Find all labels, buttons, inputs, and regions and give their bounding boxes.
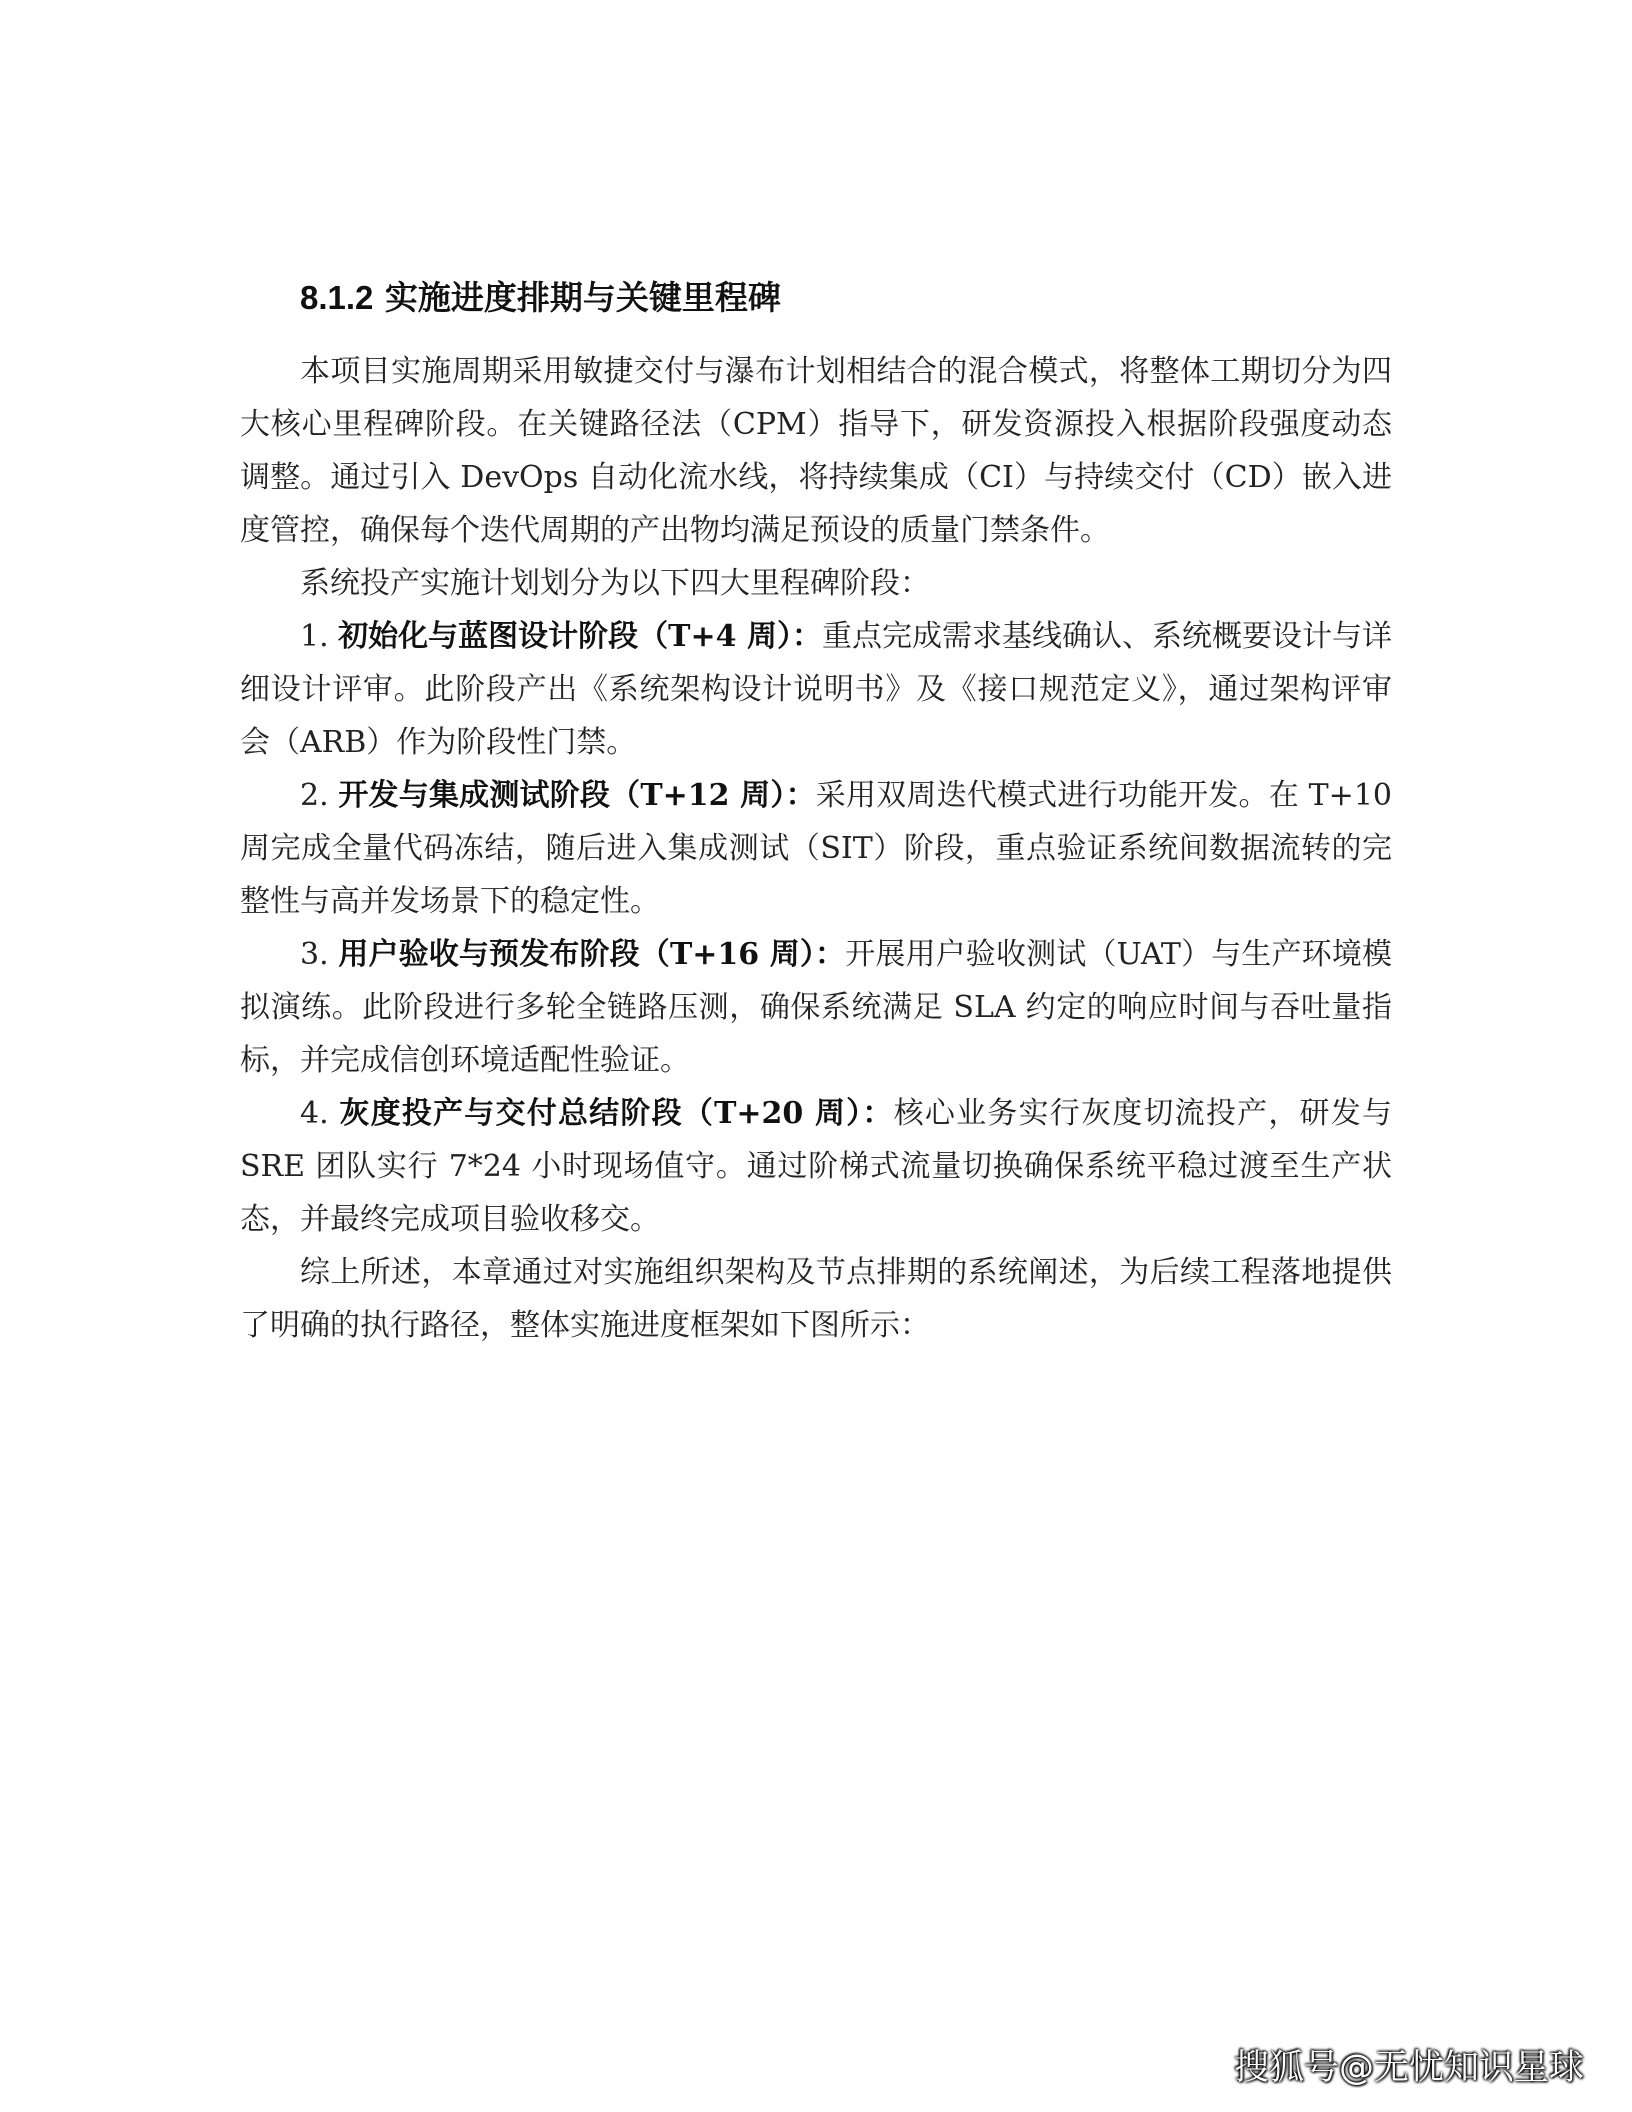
phase-item bbox=[240, 1087, 1392, 1246]
intro-paragraph: 本项目实施周期采用敏捷交付与瀑布计划相结合的混合模式，将整体工期切分为四大核心里程碑阶段。在关键路径法（CPM）指导下，研发资源投入根据阶段强度动态调整。通过引入 DevOps 自动化流水线，将持续集成（CI）与持续交付（CD）嵌入进度管控，确保每个迭代周期的产出物均满足预设的质量门禁条件。 bbox=[240, 354, 1392, 548]
phase-text: 开展用户验收测试（UAT）与生产环境模拟演练。此阶段进行多轮全链路压测，确保系统满足 SLA 约定的响应时间与吞吐量指标，并完成信创环境适配性验证。 bbox=[240, 937, 1392, 1078]
phase-item bbox=[240, 610, 1392, 769]
phase-index: 2. bbox=[300, 778, 329, 813]
phase-title: 灰度投产与交付总结阶段（T+20 周）： bbox=[339, 1096, 894, 1131]
phase-item bbox=[240, 928, 1392, 1087]
section-number: 8.1.2 bbox=[300, 279, 374, 316]
phase-title: 开发与集成测试阶段（T+12 周）： bbox=[338, 778, 816, 813]
phase-item bbox=[240, 769, 1392, 928]
lead-paragraph: 系统投产实施计划划分为以下四大里程碑阶段： bbox=[300, 566, 930, 601]
document-body bbox=[240, 345, 1392, 1352]
phase-text: 采用双周迭代模式进行功能开发。在 T+10 周完成全量代码冻结，随后进入集成测试（SIT）阶段，重点验证系统间数据流转的完整性与高并发场景下的稳定性。 bbox=[240, 778, 1392, 919]
source-watermark: 搜狐号@无忧知识星球 bbox=[1233, 2048, 1584, 2088]
phase-text: 核心业务实行灰度切流投产，研发与 SRE 团队实行 7*24 小时现场值守。通过阶梯式流量切换确保系统平稳过渡至生产状态，并最终完成项目验收移交。 bbox=[240, 1096, 1393, 1237]
phase-index: 4. bbox=[300, 1096, 329, 1131]
phase-text: 重点完成需求基线确认、系统概要设计与详细设计评审。此阶段产出《系统架构设计说明书》及《接口规范定义》，通过架构评审会（ARB）作为阶段性门禁。 bbox=[240, 619, 1393, 760]
section-heading bbox=[300, 272, 781, 319]
phase-index: 3. bbox=[300, 937, 329, 972]
section-title: 实施进度排期与关键里程碑 bbox=[384, 278, 781, 317]
phase-title: 初始化与蓝图设计阶段（T+4 周）： bbox=[338, 619, 822, 654]
phase-index: 1. bbox=[300, 619, 329, 654]
phase-title: 用户验收与预发布阶段（T+16 周）： bbox=[338, 937, 846, 972]
closing-paragraph: 综上所述，本章通过对实施组织架构及节点排期的系统阐述，为后续工程落地提供了明确的执行路径，整体实施进度框架如下图所示： bbox=[240, 1255, 1392, 1343]
